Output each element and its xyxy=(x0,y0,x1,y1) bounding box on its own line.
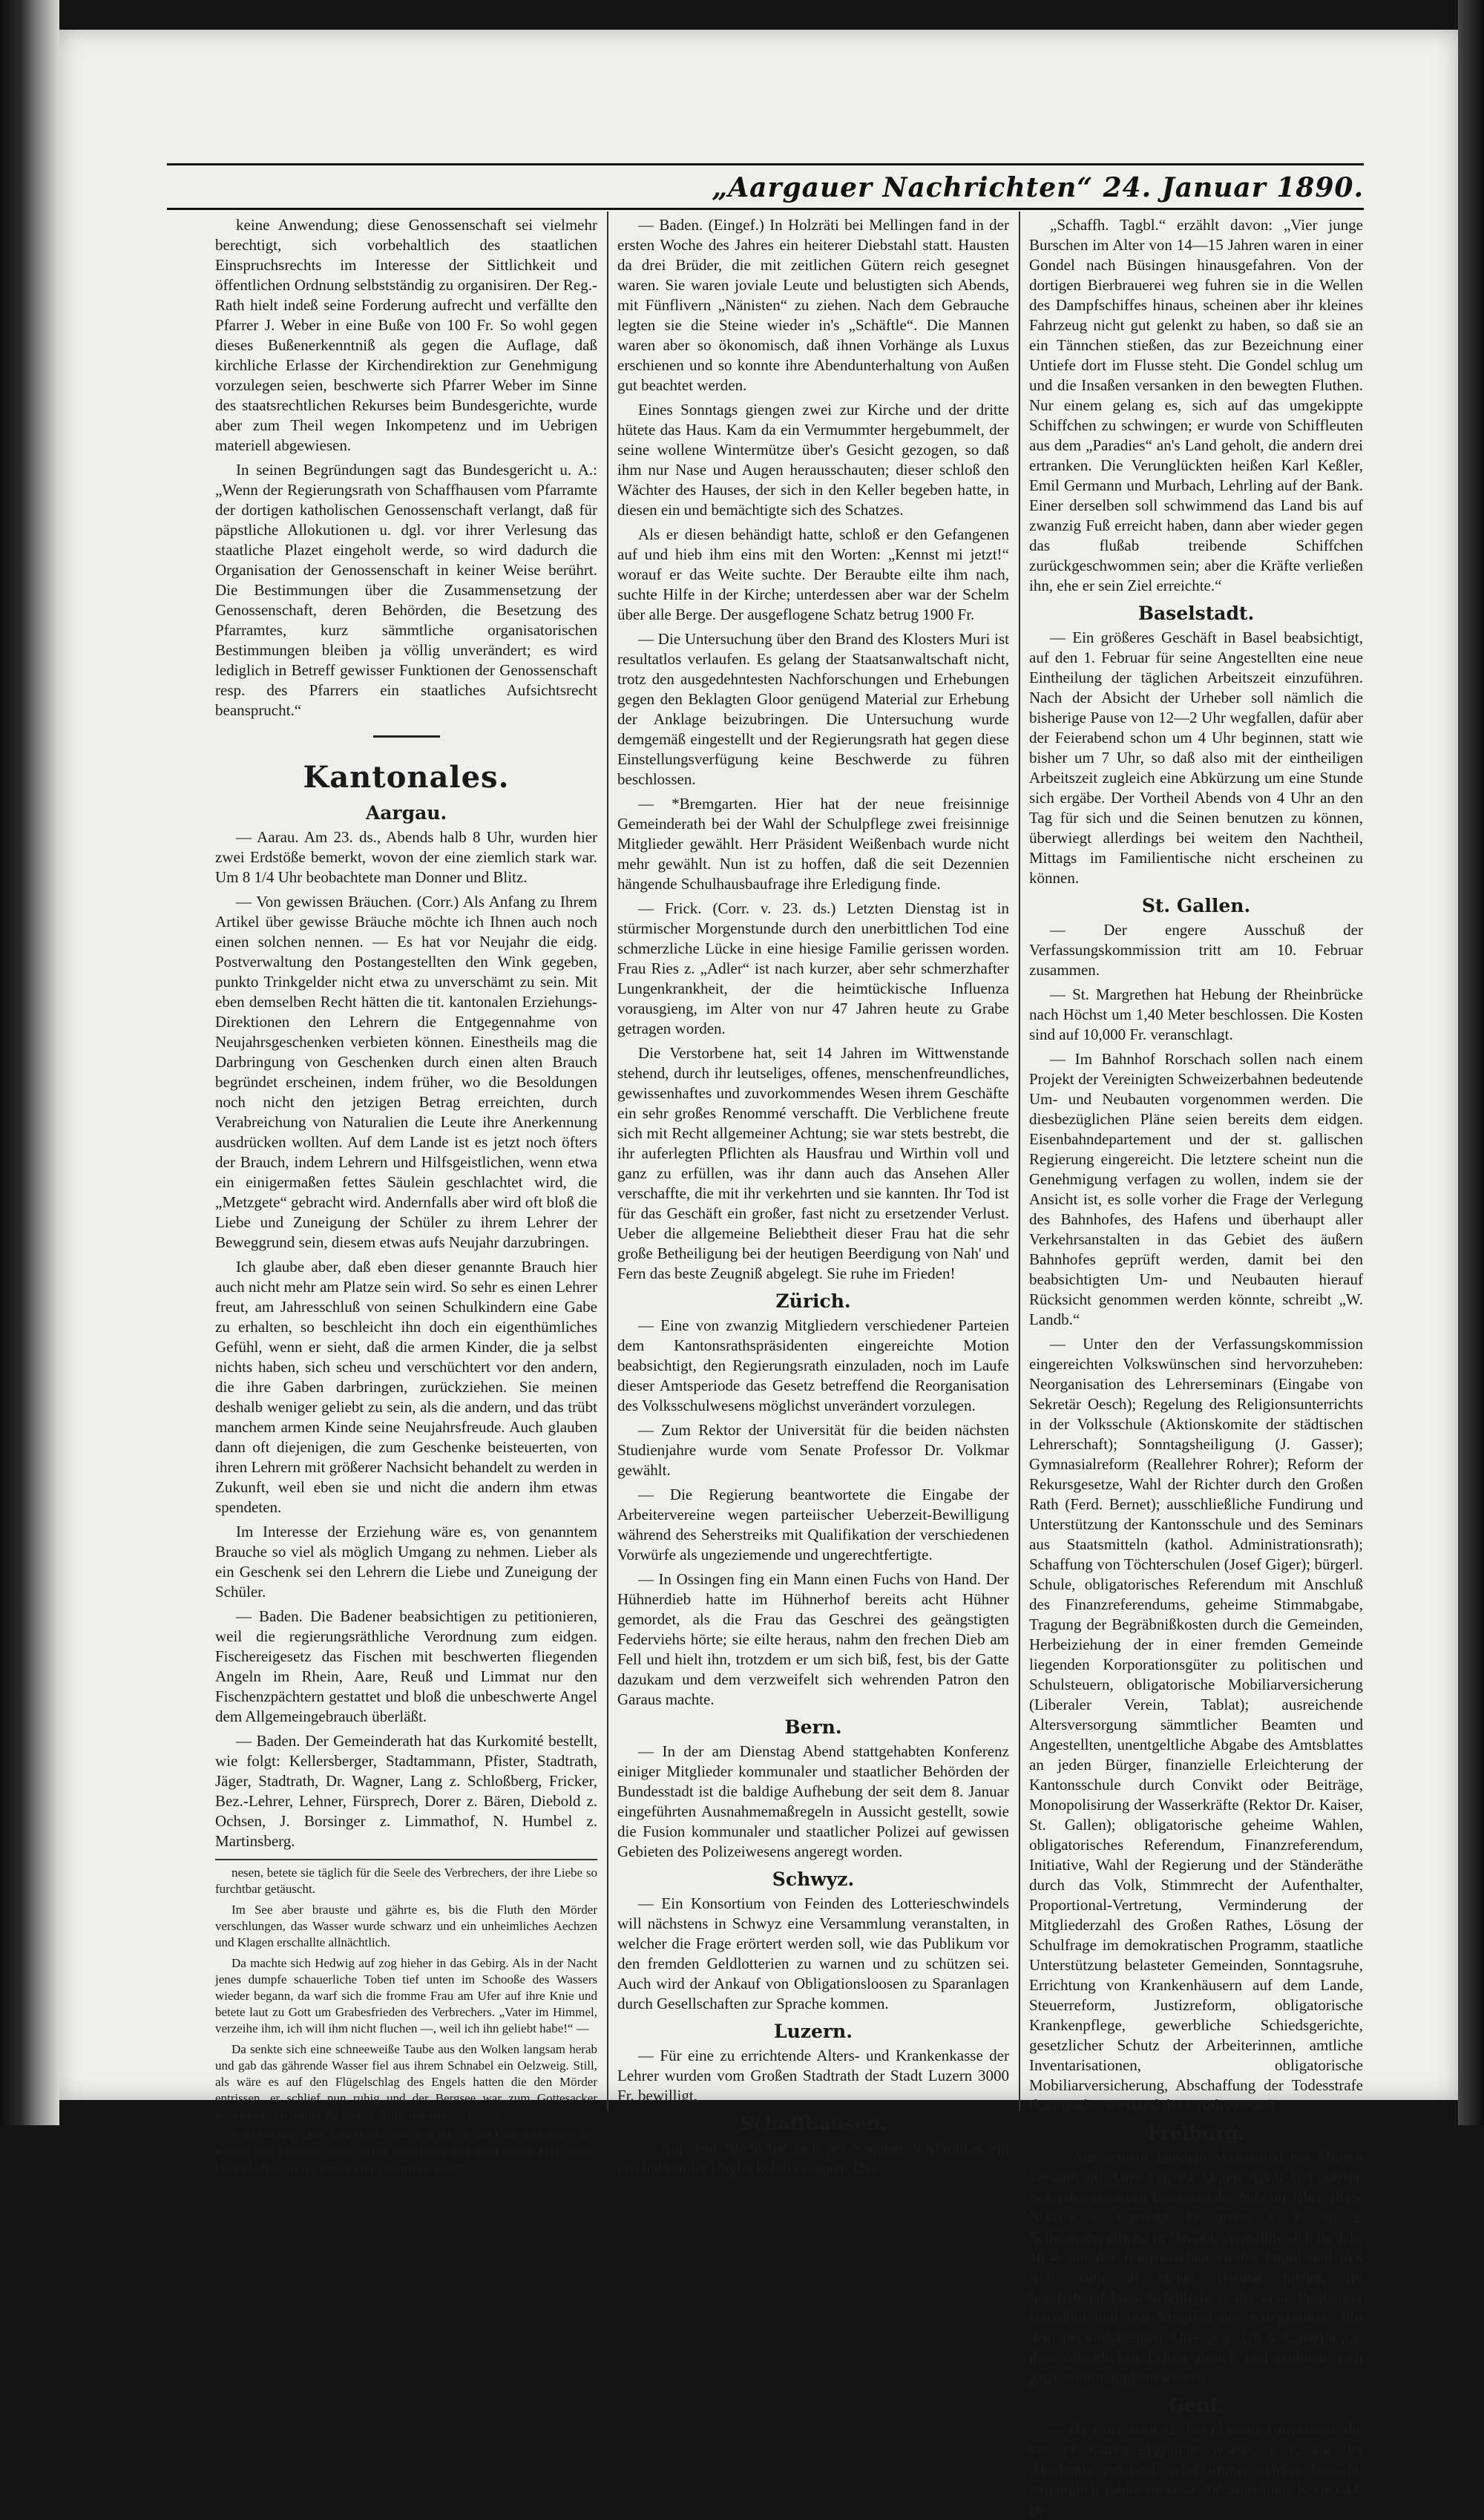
paragraph: — Ein größeres Geschäft in Basel beabsichtigt, auf den 1. Februar für seine Angestellten eine neue Eintheilung der täglichen Arbeitszeit einzuführen. Nach der Absicht der Urheber soll nämlich die bisherige Pause von 12—2 Uhr wegfallen, dafür aber der Feierabend schon um 4 Uhr beginnen, statt wie bisher um 7 Uhr, so daß also mit der eintheiligen Arbeitszeit zugleich eine Abkürzung um eine Stunde sich ergäbe. Der Vortheil Abends von 4 Uhr an den Tag für sich und die Seinen benutzen zu können, überwiegt allerdings bei weitem den Nachtheil, Mittags im Familientische nicht erscheinen zu können. xyxy=(1029,629,1363,887)
section-heading-bern: Bern. xyxy=(784,1716,842,1738)
feuilleton-rule xyxy=(215,1859,597,1860)
paragraph: — *Bremgarten. Hier hat der neue freisinnige Gemeinderath bei der Wahl der Schulpflege zwei freisinnige Mitglieder gewählt. Herr Präsident Weißenbach wurde nicht mehr gewählt. Nun ist zu hoffen, daß die seit Dezennien hängende Schulhausbaufrage ihre Erledigung finde. xyxy=(617,795,1009,893)
paragraph: nesen, betete sie täglich für die Seele des Verbrechers, der ihre Liebe so furchtbar getäuscht. xyxy=(215,1866,597,1896)
book-binding-edge xyxy=(0,0,59,2125)
section-heading-genf: Genf. xyxy=(1169,2395,1224,2416)
paragraph: — Baden. Der Gemeinderath hat das Kurkomité bestellt, wie folgt: Kellersberger, Stadtammann, Pfister, Stadtrath, Jäger, Stadtrath, Dr. Wagner, Lang z. Schloßberg, Fricker, Bez.-Lehrer, Lehner, Fürsprech, Dorer z. Bären, Diebold z. Ochsen, J. Borsinger z. Limmathof, N. Humbel z. Martinsberg. xyxy=(215,1732,597,1850)
section-heading-zuerich: Zürich. xyxy=(775,1290,851,1312)
col1-body xyxy=(215,215,597,721)
section-heading-freiburg: Freiburg. xyxy=(1147,2122,1245,2144)
paragraph: — Auf seinem Landgut Wallenried bei Murten verstarb im Alter von 84 Jahren Adolf v. Castella, Sohn des einstigen Generalstabschefs im Jahre 1815, Niklaus v. Castella. Er diente s. Z. im 2. Schweizerregiment in Neapel, vermählte sich im Jahr 1834 mit der französischen Gräfin Pugol und ließ sich dann in seiner Heimat nieder. Im Sonderbundskrieg befehligte er das erste Freiburger Bataillon und war Mitglied des Kriegsrathes. Mit dem heranrückenden Alter zog sich v. Castella aus dem öffentlichen Leben zurück und widmete sich ganz Wohlthätigkeitswerken. xyxy=(1029,2148,1363,2386)
section-heading-baselstadt: Baselstadt. xyxy=(1137,603,1255,624)
paragraph: — Frick. (Corr. v. 23. ds.) Letzten Dienstag ist in stürmischer Morgenstunde durch den unerbittlichen Tod eine schmerzliche Lücke in eine hiesige Familie gerissen worden. Frau Ries z. „Adler“ ist nach kurzer, aber sehr schmerzhafter Lungenkrankheit, der die heimtückische Influenza vorausgieng, im Alter von nur 47 Jahren heute zu Grabe getragen worden. xyxy=(617,899,1009,1037)
paragraph: „Schaffh. Tagbl.“ erzählt davon: „Vier junge Burschen im Alter von 14—15 Jahren waren in einer Gondel nach Büsingen hinausgefahren. Von der dortigen Bierbrauerei weg fuhren sie in die Wellen des Dampfschiffes hinaus, scheinen aber ihr kleines Fahrzeug nicht gut gelenkt zu haben, so daß sie an ein Tännchen stießen, das zur Bezeichnung einer Untiefe dort im Flusse steht. Die Gondel schlug um und die Insaßen versanken in den bewegten Fluthen. Nur einem gelang es, sich auf das umgekippte Schiffchen zu schwingen; er wurde von Schiffleuten aus dem „Paradies“ an's Land geholt, die andern drei ertranken. Die Verunglückten heißen Karl Keßler, Emil Germann und Murbach, Lehrling auf der Bank. Einer derselben soll schwimmend das Land bis auf zwanzig Fuß erreicht haben, dann aber wieder gegen das flußab treibende Schiffchen zurückgeschwommen sein; aber die Kräfte verließen ihn, ehe er sein Ziel erreichte.“ xyxy=(1029,216,1363,594)
column-rule-2 xyxy=(1019,211,1020,2111)
paragraph: Da machte sich Hedwig auf zog hieher in das Gebirg. Als in der Nacht jenes dumpfe schauerliche Toben tief unten im Schooße des Wassers wieder begann, da warf sich die fromme Frau am Ufer auf ihre Knie und betete laut zu Gott um Grabesfrieden des Verbrechers. „Vater im Himmel, verzeihe ihm, ich will ihm nicht fluchen —, weil ich ihn geliebt habe!“ — xyxy=(215,1956,597,2035)
paragraph: Im See aber brauste und gährte es, bis die Fluth den Mörder verschlungen, das Wasser wurde schwarz und ein unheimliches Aechzen und Klagen erschallte allnächtlich. xyxy=(215,1903,597,1949)
section-heading-stgallen: St. Gallen. xyxy=(1141,895,1251,916)
header-bottom-rule xyxy=(167,208,1364,210)
section-heading-schaffhausen: Schaffhausen. xyxy=(740,2113,887,2134)
paragraph: Als er diesen behändigt hatte, schloß er den Gefangenen auf und hieb ihm eins mit den Worten: „Kennst mi jetzt!“ worauf er das Weite suchte. Der Beraubte eilte ihm nach, suchte Hilfe in der Kirche; unterdessen aber war der Schelm über alle Berge. Der ausgeflogene Schatz betrug 1900 Fr. xyxy=(617,525,1009,623)
paragraph: In seinen Begründungen sagt das Bundesgericht u. A.: „Wenn der Regierungsrath von Schaffhausen vom Pfarramte der dortigen katholischen Genossenschaft verlangt, daß für päpstliche Allokutionen u. dgl. vor ihrer Verlesung das staatliche Plazet eingeholt werde, so wird dadurch die Organisation der Genossenschaft in keiner Weise berührt. Die Bestimmungen über die Zusammensetzung der Genossenschaft, deren Behörden, die Besetzung des Pfarramtes, kurz sämmtliche organisatorischen Bestimmungen bleiben ja völlig unverändert; es wird lediglich in Betreff gewisser Funktionen der Genossenschaft resp. des Pfarrers ein staatliches Aufsichtsrecht beansprucht.“ xyxy=(215,461,597,719)
paragraph: Im Interesse der Erziehung wäre es, von genanntem Brauche so viel als möglich Umgang zu nehmen. Lieber als ein Geschenk sei den Lehrern die Liebe und Zuneigung der Schüler. xyxy=(215,1523,597,1601)
paragraph: Ich glaube aber, daß eben dieser genannte Brauch hier auch nicht mehr am Platze sein wird. So sehr es einen Lehrer freut, am Jahresschluß von seinen Schulkindern eine Gabe zu erhalten, so beschleicht ihn doch ein eigenthümliches Gefühl, wenn er sieht, daß die armen Kinder, die ja selbst nichts haben, sich scheu und verschüchtert vor den andern, die ihre Gaben darbringen, zurückziehen. Sie meinen deshalb weniger geliebt zu sein, als die andern, und das trübt manchem armen Kinde seine Neujahrsfreude. Auch glauben dann oft diejenigen, die zum Geschenke beisteuerten, von ihren Lehrern mit größerer Nachsicht behandelt zu werden in Zukunft, weil eben sie und nicht die andern ihm etwas spendeten. xyxy=(215,1258,597,1516)
section-heading-kantonales: Kantonales. xyxy=(303,760,510,795)
paragraph: — Im Bahnhof Rorschach sollen nach einem Projekt der Vereinigten Schweizerbahnen bedeutende Um- und Neubauten vorgenommen werden. Die diesbezüglichen Pläne seien bereits dem eidgen. Eisenbahndepartement und der st. gallischen Regierung eingereicht. Die letztere scheint nun die Genehmigung verfagen zu wollen, indem sie der Ansicht ist, es solle vorher die Frage der Verlegung des Bahnhofes, des Hafens und überhaupt aller Verkehrsanstalten in das Gebiet des äußern Bahnhofes geprüft werden, damit bei den beabsichtigten Um- und Neubauten hierauf Rücksicht genommen werden könnte, schreibt „W. Landb.“ xyxy=(1029,1050,1363,1328)
section-heading-aargau: Aargau. xyxy=(365,802,447,824)
column-rule-1 xyxy=(607,211,608,2111)
column-1 xyxy=(215,215,597,2175)
paragraph: — Baden. Die Badener beabsichtigen zu petitionieren, weil die regierungsräthliche Verordnung zum eidgen. Fischereigesetz das Fischen mit beschwerten fliegenden Angeln im Rhein, Aare, Reuß und Limmat nur den Fischenzpächtern gestattet und bloß die unbeschwerte Angel dem Allgemeingebrauch überläßt. xyxy=(215,1607,597,1725)
paragraph: — In Ossingen fing ein Mann einen Fuchs von Hand. Der Hühnerdieb hatte im Hühnerhof bereits acht Hühner gemordet, als die Frau das Geschrei des geängstigten Federviehs hörte; sie eilte heraus, nahm den frechen Dieb am Fell und hielt ihn, trotzdem er um sich biß, fest, bis der Gatte dazukam und dem verzweifelt sich wehrenden Patron den Garaus machte. xyxy=(617,1570,1009,1708)
paragraph: Da senkte sich eine schneeweiße Taube aus den Wolken langsam herab und gab das gährende Wasser fiel aus ihrem Schnabel ein Oelzweig. Still, als wäre es auf den Flügelschlag des Engels hatten die den Mörder entrissen, er schlief nun ruhig und der Bergsee war zum Gottesacker geworden, wo nichts die heilige Ruhe des Grabes störte!“ xyxy=(215,2042,597,2122)
paragraph: — Ein Konsortium von Feinden des Lotterieschwindels will nächstens in Schwyz eine Versammlung veranstalten, in welcher die Frage erörtert werden soll, wie das Publikum vor den fremden Geldlotterien zu warnen und zu schützen sei. Auch wird der Ankauf von Obligationsloosen zu Sparanlagen durch Gesellschaften zur Sprache kommen. xyxy=(617,1894,1009,2012)
paragraph: — St. Margrethen hat Hebung der Rheinbrücke nach Höchst um 1,40 Meter beschlossen. Die Kosten sind auf 10,000 Fr. veranschlagt. xyxy=(1029,985,1363,1043)
paragraph: keine Anwendung; diese Genossenschaft sei vielmehr berechtigt, sich vorbehaltlich des staatlichen Einspruchsrechts im Interesse der Sittlichkeit und öffentlichen Ordnung selbstständig zu organisiren. Der Reg.-Rath hielt indeß seine Forderung aufrecht und verfällte den Pfarrer J. Weber in eine Buße von 100 Fr. So wohl gegen dieses Bußenerkenntniß als gegen die Auflage, daß kirchliche Erlasse der Kirchendirektion zur Genehmigung vorzulegen seien, beschwerte sich Pfarrer Weber im Sinne des staatsrechtlichen Rekurses beim Bundesgerichte, wurde aber zum Theil wegen Inkompetenz und im Uebrigen materiell abgewiesen. xyxy=(215,216,597,454)
paragraph: — Unter den der Verfassungskommission eingereichten Volkswünschen sind hervorzuheben: Neorganisation des Lehrerseminars (Eingabe von Sekretär Oesch); Regelung des Religionsunterrichts in der Volksschule (Aktionskomite der städtischen Lehrerschaft); Sonntagsheiligung (J. Gasser); Gymnasialreform (Reallehrer Rohrer); Reform der Rekursgesetze, Wahl der Richter durch den Großen Rath (Ferd. Bernet); ausschließliche Fundirung und Unterstützung der Kantonsschule und des Seminars aus Staatsmitteln (kathol. Administrationsrath); Schaffung von Töchterschulen (Josef Giger); bürgerl. Schule, obligatorisches Referendum mit Anschluß des Finanzreferendums, geheime Stimmabgabe, Tragung der Begräbnißkosten durch die Gemeinden, Herbeiziehung der in einer fremden Gemeinde liegenden Korporationsgüter zu politischen und Schulsteuern, obligatorische Mobiliarversicherung (Liberaler Verein, Tablat); ausreichende Altersversorgung sämmtlicher Beamten und Angestellten, unentgeltliche Abgabe des Amtsblattes an jeden Bürger, finanzielle Erleichterung der Kantonsschule durch Convikt oder Beiträge, Monopolisirung der Wasserkräfte (Rektor Dr. Kaiser, St. Gallen); obligatorische geheime Wahlen, obligatorisches Referendum, Finanzreferendum, Initiative, Wahl der Regierung und der Ständeräthe durch das Volk, Stimmrecht der Aufenthalter, Proportional-Vertretung, Verminderung der Mitgliederzahl des Großen Rathes, Lösung der Schulfrage im demokratischen Programm, staatliche Unterstützung belasteter Gemeinden, Sonntagsruhe, Errichtung von Krankenhäusern auf dem Lande, Steuerreform, Justizreform, obligatorische Krankenpflege, gewerbliche Schiedsgerichte, gesetzlicher Schutz der Arbeiterinnen, amtliche Inventarisationen, obligatorische Mobiliarversicherung, Abschaffung der Todesstrafe (kantonaler Vorstand der Grütlivereine). xyxy=(1029,1335,1363,2114)
paragraph: — Aarau. Am 23. ds., Abends halb 8 Uhr, wurden hier zwei Erdstöße bemerkt, wovon der eine ziemlich stark war. Um 8 1/4 Uhr beobachtete man Donner und Blitz. xyxy=(215,828,597,886)
section-heading-schwyz: Schwyz. xyxy=(772,1868,855,1890)
paragraph: — Die Untersuchung über den Brand des Klosters Muri ist resultatlos verlaufen. Es gelang der Staatsanwaltschaft nicht, trotz den ausgedehntesten Nachforschungen und Erhebungen gegen den Beklagten Gloor genügend Material zur Erhebung der Anklage beizubringen. Die Untersuchung wurde demgemäß eingestellt und der Regierungsrath hat gegen diese Einstellungsverfügung keine Beschwerde zu führen beschlossen. xyxy=(617,630,1009,788)
feuilleton xyxy=(215,1865,597,2176)
masthead: „Aargauer Nachrichten“ 24. Januar 1890. xyxy=(712,172,1364,203)
column-2 xyxy=(617,215,1009,2176)
page-right-edge xyxy=(1458,0,1484,2125)
section-heading-luzern: Luzern. xyxy=(774,2021,853,2042)
paragraph: — (B. Corr. vom 22. Jan.) Unsere Universität, die vor 14 Jahren gegründet wurde, d. h. aus der Akademie entstand, wird immer stärker besucht. Anfänglich zählte sie etwa 200 Studenten, heute 644. Be- xyxy=(1029,2421,1363,2519)
paragraph: Frau Hedwig aber zum Danke aber brachte sie auf Gott dort hinter den Felsen eine kleine Kapelle, deren Ueberreste wir noch sehen. Das, meine Herrschaften, ist die Geschichte des stillen Sees!“ xyxy=(215,2128,597,2175)
paragraph: — Eine von zwanzig Mitgliedern verschiedener Parteien dem Kantonsrathspräsidenten eingereichte Motion beabsichtigt, den Regierungsrath einzuladen, noch im Laufe dieser Amtsperiode das Gesetz betreffend die Reorganisation des Volksschulwesens möglichst unverändert vorzulegen. xyxy=(617,1316,1009,1414)
paragraph: — Auf dem Rhein hat sich am Sonntag Nachmittag ein erschütternder Unglücksfall ereignet. Das xyxy=(617,2139,1009,2176)
separator-rule xyxy=(373,735,440,738)
paragraph: — Der engere Ausschuß der Verfassungskommission tritt am 10. Februar zusammen. xyxy=(1029,921,1363,979)
paragraph: Die Verstorbene hat, seit 14 Jahren im Wittwenstande stehend, durch ihr leutseliges, offenes, menschenfreundliches, gewissenhaftes und zuvorkommendes Wesen ihrem Geschäfte ein sehr großes Renommé verschafft. Die Verblichene freute sich mit Recht allgemeiner Achtung; sie war stets bestrebt, die ihr auferlegten Pflichten als Hausfrau und Wirthin voll und ganz zu erfüllen, was ihr dann auch das Ansehen Aller verschaffte, die mit ihr verkehrten und sie kannten. Ihr Tod ist für das Geschäft ein großer, fast nicht zu ersetzender Verlust. Ueber die allgemeine Beliebtheit dieser Frau hat die sehr große Betheiligung bei der heutigen Beerdigung von Nah' und Fern das beste Zeugniß abgelegt. Sie ruhe im Frieden! xyxy=(617,1044,1009,1282)
paragraph: — In der am Dienstag Abend stattgehabten Konferenz einiger Mitglieder kommunaler und staatlicher Behörden der Bundesstadt ist die baldige Aufhebung der seit dem 8. Januar eingeführten Ausnahmemaßregeln in Aussicht gestellt, sowie die Fusion kommunaler und staatlicher Polizei auf gewissen Gebieten des Polizeiwesens angeregt worden. xyxy=(617,1742,1009,1860)
header-top-rule xyxy=(167,163,1364,165)
paragraph: — Die Regierung beantwortete die Eingabe der Arbeitervereine wegen parteiischer Ueberzeit-Bewilligung während des Seherstreiks mit Qualifikation der verschiedenen Vorwürfe als ungeziemende und ungerechtfertigte. xyxy=(617,1486,1009,1563)
paragraph: — Von gewissen Bräuchen. (Corr.) Als Anfang zu Ihrem Artikel über gewisse Bräuche möchte ich Ihnen auch noch einen solchen nennen. — Es hat vor Neujahr die eidg. Postverwaltung den Postangestellten den Wink gegeben, punkto Trinkgelder nicht etwa zu unverschämt zu sein. Mit eben demselben Recht hätten die tit. kantonalen Erziehungs-Direktionen den Lehrern die Entgegennahme von Neujahrsgeschenken verbieten können. Einestheils mag die Darbringung von Geschenken durch einen alten Brauch begründet erscheinen, indem früher, wo die Besoldungen noch nicht den jetzigen Betrag erreichten, durch Verabreichung von Naturalien die Leute ihre Anerkennung ausdrücken wollten. Auf dem Lande ist es jetzt noch öfters der Brauch, indem Lehrern und Hilfsgeistlichen, wenn etwa ein einigermaßen fettes Säulein geschlachtet wird, die „Metzgete“ gebracht wird. Andernfalls aber wird oft bloß die Liebe und Zuneigung der Schüler zu ihrem Lehrer der Beweggrund sein, diesem etwas aufs Neujahr darzubringen. xyxy=(215,893,597,1251)
column-3 xyxy=(1029,215,1363,2519)
paragraph: — Zum Rektor der Universität für die beiden nächsten Studienjahre wurde vom Senate Professor Dr. Volkmar gewählt. xyxy=(617,1421,1009,1479)
paragraph: Eines Sonntags giengen zwei zur Kirche und der dritte hütete das Haus. Kam da ein Vermummter hergebummelt, der seine wollene Wintermütze über's Gesicht gezogen, so daß ihm nur Nase und Augen herausschauten; dieser schloß den Wächter des Hauses, der sich in den Keller begeben hatte, in diesen ein und bemächtigte sich des Schatzes. xyxy=(617,401,1009,519)
paragraph: — Baden. (Eingef.) In Holzräti bei Mellingen fand in der ersten Woche des Jahres ein heiterer Diebstahl statt. Hausten da drei Brüder, die mit zeitlichen Gütern reich gesegnet waren. Sie waren joviale Leute und belustigten sich Abends, mit Fünflivern „Nänisten“ zu ziehen. Nach dem Gebrauche legten sie die Steine wieder in's „Schäftle“. Die Mannen waren aber so ökonomisch, daß ihnen Vorhänge als Luxus erschienen und so konnte ihre Abendunterhaltung von Außen gut beachtet werden. xyxy=(617,216,1009,394)
paragraph: — Für eine zu errichtende Alters- und Krankenkasse der Lehrer wurden vom Großen Stadtrath der Stadt Luzern 3000 Fr. bewilligt. xyxy=(617,2047,1009,2104)
